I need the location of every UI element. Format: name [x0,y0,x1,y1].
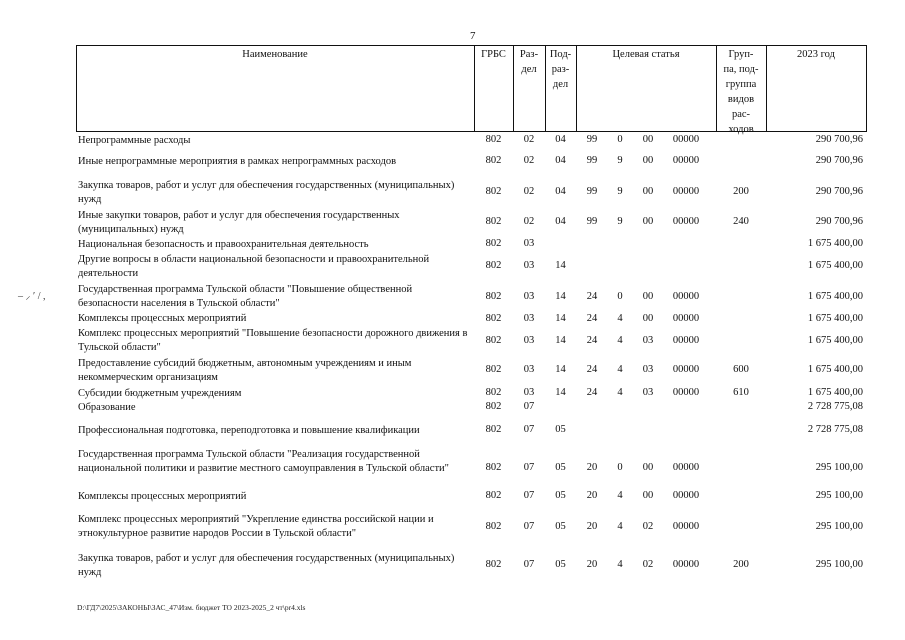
row-expense-group: 600 [733,364,749,375]
row-target-subprogram: 00 [642,186,654,197]
row-podrazdel: 05 [555,521,566,532]
row-podrazdel: 05 [555,424,566,435]
row-target-subprogram: 03 [642,387,654,398]
row-target-type: 4 [617,364,623,375]
row-name: Образование [78,402,136,413]
row-name: Комплекс процессных мероприятий "Повышение безопасности дорожного движения в Тульской области" [78,328,468,353]
header-group-line: Груп- [728,49,754,60]
row-target-direction: 00000 [672,134,700,145]
row-grbs: 802 [485,216,502,227]
row-amount-2023: 290 700,96 [815,216,863,227]
row-expense-group: 200 [733,186,749,197]
row-grbs: 802 [485,364,502,375]
row-name: Государственная программа Тульской области "Реализация государственной национальной политики и развитие местного самоуправления в Тульской области" [78,449,449,474]
row-grbs: 802 [485,387,502,398]
row-name: Комплекс процессных мероприятий "Укрепление единства российской нации и этнокультурное развитие народов России в Тульской области" [78,514,434,539]
row-razdel: 03 [523,387,535,398]
header-group-line: рас- [731,109,751,120]
row-target-program: 99 [586,155,598,166]
page-number: 7 [470,30,476,42]
row-target-direction: 00000 [672,291,700,302]
row-name: Профессиональная подготовка, переподготовка и повышение квалификации [78,425,420,436]
row-grbs: 802 [485,424,502,435]
row-podrazdel: 14 [555,260,566,271]
row-razdel: 07 [523,401,535,412]
row-target-direction: 00000 [672,490,700,501]
row-target-direction: 00000 [672,521,700,532]
row-target-direction: 00000 [672,155,700,166]
table-header [76,45,867,135]
row-target-type: 9 [617,186,623,197]
row-target-direction: 00000 [672,335,700,346]
row-amount-2023: 295 100,00 [815,521,863,532]
row-razdel: 03 [523,238,535,249]
header-group-line: группа [725,79,757,90]
row-target-type: 0 [617,462,623,473]
header-divider [866,45,867,132]
row-grbs: 802 [485,521,502,532]
row-target-type: 4 [617,490,623,501]
row-podrazdel: 14 [555,313,566,324]
row-grbs: 802 [485,335,502,346]
row-razdel: 07 [523,424,535,435]
row-razdel: 07 [523,462,535,473]
header-group-line: па, под- [723,64,759,75]
row-amount-2023: 1 675 400,00 [807,260,863,271]
header-razdel-line: дел [521,64,537,75]
row-grbs: 802 [485,490,502,501]
row-amount-2023: 290 700,96 [815,186,863,197]
header-podrazdel [545,47,576,92]
row-target-direction: 00000 [672,387,700,398]
row-target-direction: 00000 [672,186,700,197]
row-name: Комплексы процессных мероприятий [78,491,247,502]
row-razdel: 07 [523,490,535,501]
row-target-type: 0 [617,134,623,145]
row-target-subprogram: 00 [642,216,654,227]
row-razdel: 03 [523,335,535,346]
row-grbs: 802 [485,186,502,197]
row-amount-2023: 1 675 400,00 [807,387,863,398]
footer-file-path: D:\ГД7\2025\ЗАКОНЫ\ЗАС_47\Изм. бюджет ТО 2023-2025_2 чт\pr4.xls [77,603,306,612]
row-grbs: 802 [485,401,502,412]
row-name: Государственная программа Тульской области "Повышение общественной безопасности населения в Тульской области" [78,284,413,309]
row-name: Закупка товаров, работ и услуг для обеспечения государственных (муниципальных) нужд [78,553,455,578]
row-target-type: 0 [617,291,623,302]
row-target-subprogram: 00 [642,291,654,302]
row-target-type: 4 [617,335,623,346]
row-podrazdel: 04 [555,134,566,145]
row-target-subprogram: 02 [642,559,654,570]
header-grbs: ГРБС [481,49,506,60]
row-podrazdel: 14 [555,335,566,346]
row-amount-2023: 295 100,00 [815,559,863,570]
row-razdel: 02 [523,216,535,227]
row-amount-2023: 1 675 400,00 [807,291,863,302]
row-podrazdel: 14 [555,364,566,375]
header-name: Наименование [242,49,308,60]
row-amount-2023: 1 675 400,00 [807,364,863,375]
row-target-subprogram: 02 [642,521,654,532]
row-razdel: 03 [523,260,535,271]
row-target-direction: 00000 [672,364,700,375]
row-expense-group: 240 [733,216,749,227]
header-top-rule [76,45,867,46]
row-target-program: 24 [586,291,598,302]
row-podrazdel: 04 [555,186,566,197]
row-target-program: 99 [586,134,598,145]
row-razdel: 02 [523,186,535,197]
row-target-program: 20 [586,521,598,532]
row-podrazdel: 05 [555,559,566,570]
row-target-type: 4 [617,521,623,532]
row-expense-group: 200 [733,559,749,570]
row-amount-2023: 2 728 775,08 [807,424,863,435]
row-target-program: 24 [586,313,598,324]
row-target-program: 20 [586,462,598,473]
row-razdel: 02 [523,134,535,145]
row-razdel: 02 [523,155,535,166]
header-expense-group [716,47,766,137]
row-razdel: 03 [523,291,535,302]
row-target-program: 24 [586,364,598,375]
row-razdel: 03 [523,364,535,375]
row-grbs: 802 [485,155,502,166]
row-target-type: 4 [617,387,623,398]
header-group-line: видов [727,94,755,105]
row-name: Непрограммные расходы [78,135,191,146]
row-amount-2023: 290 700,96 [815,134,863,145]
row-amount-2023: 290 700,96 [815,155,863,166]
row-target-direction: 00000 [672,462,700,473]
row-target-type: 9 [617,155,623,166]
row-name: Иные непрограммные мероприятия в рамках непрограммных расходов [78,156,397,167]
row-target-subprogram: 03 [642,335,654,346]
row-target-type: 4 [617,559,623,570]
row-podrazdel: 04 [555,216,566,227]
row-target-subprogram: 00 [642,462,654,473]
row-target-type: 4 [617,313,623,324]
row-grbs: 802 [485,134,502,145]
row-target-direction: 00000 [672,313,700,324]
row-amount-2023: 2 728 775,08 [807,401,863,412]
row-target-program: 20 [586,559,598,570]
row-grbs: 802 [485,238,502,249]
row-razdel: 07 [523,521,535,532]
row-grbs: 802 [485,291,502,302]
row-name: Субсидии бюджетным учреждениям [78,388,242,399]
row-expense-group: 610 [733,387,749,398]
row-target-subprogram: 00 [642,313,654,324]
row-grbs: 802 [485,559,502,570]
row-target-subprogram: 00 [642,155,654,166]
row-target-subprogram: 00 [642,490,654,501]
row-amount-2023: 295 100,00 [815,490,863,501]
header-podrazdel-line: дел [552,79,569,90]
row-target-direction: 00000 [672,559,700,570]
row-podrazdel: 05 [555,462,566,473]
row-target-program: 24 [586,335,598,346]
row-amount-2023: 1 675 400,00 [807,313,863,324]
header-podrazdel-line: Под- [549,49,572,60]
header-razdel-line: Раз- [519,49,539,60]
row-name: Национальная безопасность и правоохранительная деятельность [78,239,369,250]
row-target-program: 24 [586,387,598,398]
row-target-subprogram: 03 [642,364,654,375]
header-year: 2023 год [797,49,835,60]
row-name: Комплексы процессных мероприятий [78,313,247,324]
row-podrazdel: 05 [555,490,566,501]
row-name: Предоставление субсидий бюджетным, автономным учреждениям и иным некоммерческим организациям [78,358,412,383]
header-group-line: ходов [728,124,754,135]
row-podrazdel: 14 [555,291,566,302]
row-amount-2023: 295 100,00 [815,462,863,473]
row-target-direction: 00000 [672,216,700,227]
header-podrazdel-line: раз- [551,64,570,75]
row-target-program: 99 [586,186,598,197]
row-podrazdel: 14 [555,387,566,398]
row-target-subprogram: 00 [642,134,654,145]
row-grbs: 802 [485,260,502,271]
row-razdel: 03 [523,313,535,324]
row-name: Закупка товаров, работ и услуг для обеспечения государственных (муниципальных) нужд [78,180,455,205]
margin-pen-marks: – ⸝ ′ / , [18,291,46,302]
row-target-program: 20 [586,490,598,501]
row-razdel: 07 [523,559,535,570]
header-razdel [513,47,545,77]
header-target-article: Целевая статья [612,49,680,60]
row-amount-2023: 1 675 400,00 [807,335,863,346]
row-grbs: 802 [485,462,502,473]
row-name: Другие вопросы в области национальной безопасности и правоохранительной деятельности [78,254,430,279]
row-target-type: 9 [617,216,623,227]
row-grbs: 802 [485,313,502,324]
row-podrazdel: 04 [555,155,566,166]
row-name: Иные закупки товаров, работ и услуг для обеспечения государственных (муниципальных) нужд [78,210,400,235]
row-target-program: 99 [586,216,598,227]
row-amount-2023: 1 675 400,00 [807,238,863,249]
